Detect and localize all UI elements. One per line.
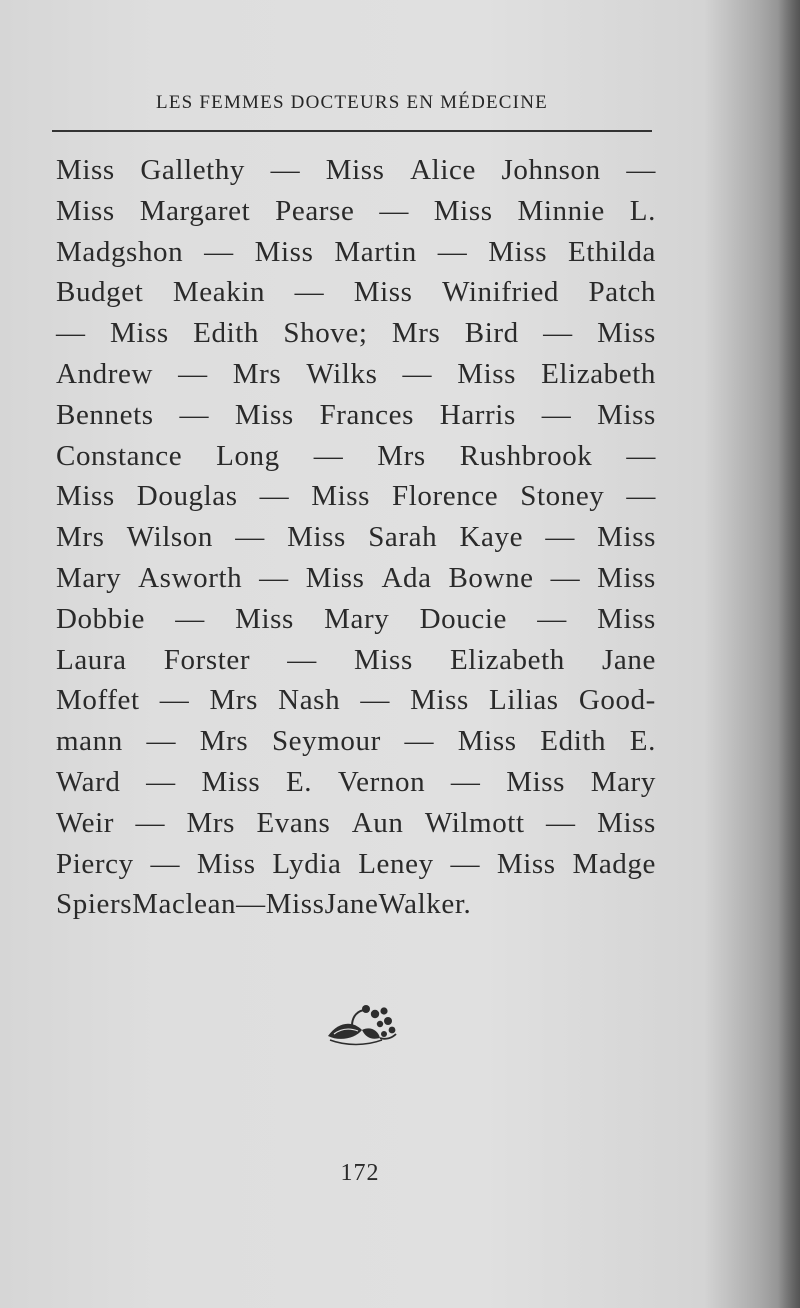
word: Miss <box>410 684 469 717</box>
word: Maclean <box>132 888 237 921</box>
word: Weir <box>56 806 115 839</box>
word: — <box>313 439 344 472</box>
word: Miss <box>56 194 115 227</box>
word: — <box>270 154 301 186</box>
word: — <box>294 276 325 309</box>
word: — <box>541 398 572 431</box>
text-line <box>56 884 656 925</box>
word: Miss <box>235 602 294 635</box>
word: Laura <box>56 643 127 676</box>
word: Miss <box>353 276 413 309</box>
word: Doucie <box>419 602 507 635</box>
word: Ethilda <box>568 235 656 268</box>
text-line <box>56 640 656 681</box>
word: Wilson <box>126 521 213 554</box>
word: Leney <box>358 847 434 880</box>
word: Martin <box>334 235 417 268</box>
word: Wilmott <box>424 806 525 839</box>
word: Harris <box>439 398 516 431</box>
text-line <box>56 558 656 599</box>
word: Miss <box>354 643 413 676</box>
word: Miss <box>234 398 294 431</box>
word: — <box>146 765 176 798</box>
word: — <box>159 684 190 717</box>
word: Madgshon <box>56 235 184 268</box>
word: Mrs <box>377 439 426 472</box>
word: Madge <box>572 847 656 880</box>
word: Miss <box>457 725 517 758</box>
text-line <box>56 844 656 885</box>
word: — <box>146 725 177 758</box>
word: Edith <box>540 725 607 758</box>
word: Pearse <box>275 194 355 227</box>
word: Miss <box>265 888 325 921</box>
word: — <box>360 684 390 717</box>
word: Frances <box>319 398 414 431</box>
word: — <box>404 725 435 758</box>
word: Miss <box>201 765 261 798</box>
word: — <box>379 194 409 227</box>
word: Miss <box>496 847 556 880</box>
word: Miss <box>56 480 115 513</box>
word: Florence <box>392 480 499 513</box>
word: E. <box>629 725 656 758</box>
word: — <box>543 317 573 350</box>
word: Miss <box>597 398 656 431</box>
text-line <box>56 517 656 558</box>
page-number: 172 <box>340 1160 380 1186</box>
word: Miss <box>597 561 656 594</box>
word: Mrs <box>186 806 236 839</box>
word: Lydia <box>272 847 342 880</box>
word: — <box>179 398 210 431</box>
text-line <box>56 232 656 273</box>
word: Miss <box>196 847 256 880</box>
word: Miss <box>597 317 656 350</box>
word: Miss <box>56 154 115 186</box>
word: Mrs <box>56 521 105 554</box>
word: Seymour <box>271 725 381 758</box>
word: Mrs <box>391 317 441 350</box>
word: Moffet <box>56 684 140 717</box>
word: Elizabeth <box>449 643 565 676</box>
word: Elizabeth <box>541 357 656 390</box>
word: — <box>626 439 656 472</box>
word: Miss <box>433 194 493 227</box>
text-line <box>56 721 656 762</box>
text-line <box>56 803 656 844</box>
word: Aun <box>351 806 404 839</box>
word: Meakin <box>172 276 266 309</box>
word: Mrs <box>199 725 249 758</box>
word: — <box>56 317 86 350</box>
word: — <box>204 235 234 268</box>
text-line <box>56 599 656 640</box>
word: Bennets <box>56 398 154 431</box>
word: — <box>287 643 317 676</box>
word: Miss <box>597 806 656 839</box>
word: E. <box>285 765 313 798</box>
word: Kaye <box>459 521 524 554</box>
word: Mary <box>56 561 122 594</box>
word: Ada <box>381 561 432 594</box>
text-line <box>56 313 656 354</box>
word: — <box>178 357 208 390</box>
word: Bird <box>464 317 519 350</box>
word: Douglas <box>136 480 238 513</box>
word: — <box>450 847 481 880</box>
word: Patch <box>588 276 656 309</box>
word: Bowne <box>448 561 534 594</box>
word: — <box>235 521 265 554</box>
word: Edith <box>193 317 259 350</box>
word: Long <box>216 439 280 472</box>
word: Asworth <box>138 561 243 594</box>
word: Piercy <box>56 847 134 880</box>
word: Miss <box>109 317 169 350</box>
word: Mrs <box>209 684 259 717</box>
word: Jane <box>602 643 656 676</box>
text-line <box>56 191 656 232</box>
word: Walker. <box>378 888 472 921</box>
header-rule <box>52 130 652 132</box>
word: — <box>236 888 266 921</box>
floral-vignette-icon <box>322 1000 402 1048</box>
text-line <box>56 680 656 721</box>
text-line <box>56 354 656 395</box>
word: Constance <box>56 439 183 472</box>
text-line <box>56 150 656 191</box>
word: Miss <box>254 235 314 268</box>
word: Johnson <box>501 154 601 186</box>
word: Lilias <box>489 684 559 717</box>
word: Forster <box>163 643 251 676</box>
word: — <box>537 602 567 635</box>
word: — <box>259 480 290 513</box>
name-list-paragraph <box>56 150 656 925</box>
word: Alice <box>410 154 476 186</box>
word: — <box>437 235 468 268</box>
word: Stoney <box>520 480 605 513</box>
word: Vernon <box>337 765 426 798</box>
text-line <box>56 272 656 313</box>
word: Evans <box>256 806 331 839</box>
word: — <box>546 806 576 839</box>
word: Miss <box>311 480 371 513</box>
word: Margaret <box>139 194 251 227</box>
word: — <box>259 561 289 594</box>
word: Mrs <box>232 357 282 390</box>
word: Mary <box>324 602 390 635</box>
word: Gallethy <box>140 154 246 186</box>
word: Miss <box>597 521 656 554</box>
word: Miss <box>305 561 365 594</box>
word: Nash <box>278 684 341 717</box>
word: L. <box>629 194 656 227</box>
word: Minnie <box>517 194 605 227</box>
word: — <box>135 806 166 839</box>
word: Ward <box>56 765 121 798</box>
word: — <box>450 765 481 798</box>
text-line <box>56 395 656 436</box>
word: Rushbrook <box>459 439 593 472</box>
text-line <box>56 476 656 517</box>
word: Budget <box>56 276 144 309</box>
word: mann <box>56 725 123 758</box>
word: — <box>402 357 433 390</box>
word: Sarah <box>368 521 438 554</box>
running-head: LES FEMMES DOCTEURS EN MÉDECINE <box>156 92 548 113</box>
word: Andrew <box>56 357 154 390</box>
word: — <box>550 561 581 594</box>
word: Wilks <box>306 357 378 390</box>
word: — <box>626 480 656 513</box>
word: Winifried <box>442 276 560 309</box>
word: Miss <box>325 154 385 186</box>
word: Dobbie <box>56 602 145 635</box>
word: — <box>545 521 575 554</box>
word: Miss <box>457 357 517 390</box>
word: Miss <box>287 521 346 554</box>
word: Miss <box>488 235 548 268</box>
word: Jane <box>324 888 379 921</box>
word: Miss <box>506 765 566 798</box>
word: — <box>175 602 205 635</box>
word: — <box>626 154 656 186</box>
word: Spiers <box>56 888 133 921</box>
word: — <box>150 847 181 880</box>
text-line <box>56 762 656 803</box>
word: Miss <box>597 602 656 635</box>
word: Mary <box>590 765 656 798</box>
text-line <box>56 436 656 477</box>
word: Good- <box>578 684 656 717</box>
word: Shove; <box>283 317 368 350</box>
